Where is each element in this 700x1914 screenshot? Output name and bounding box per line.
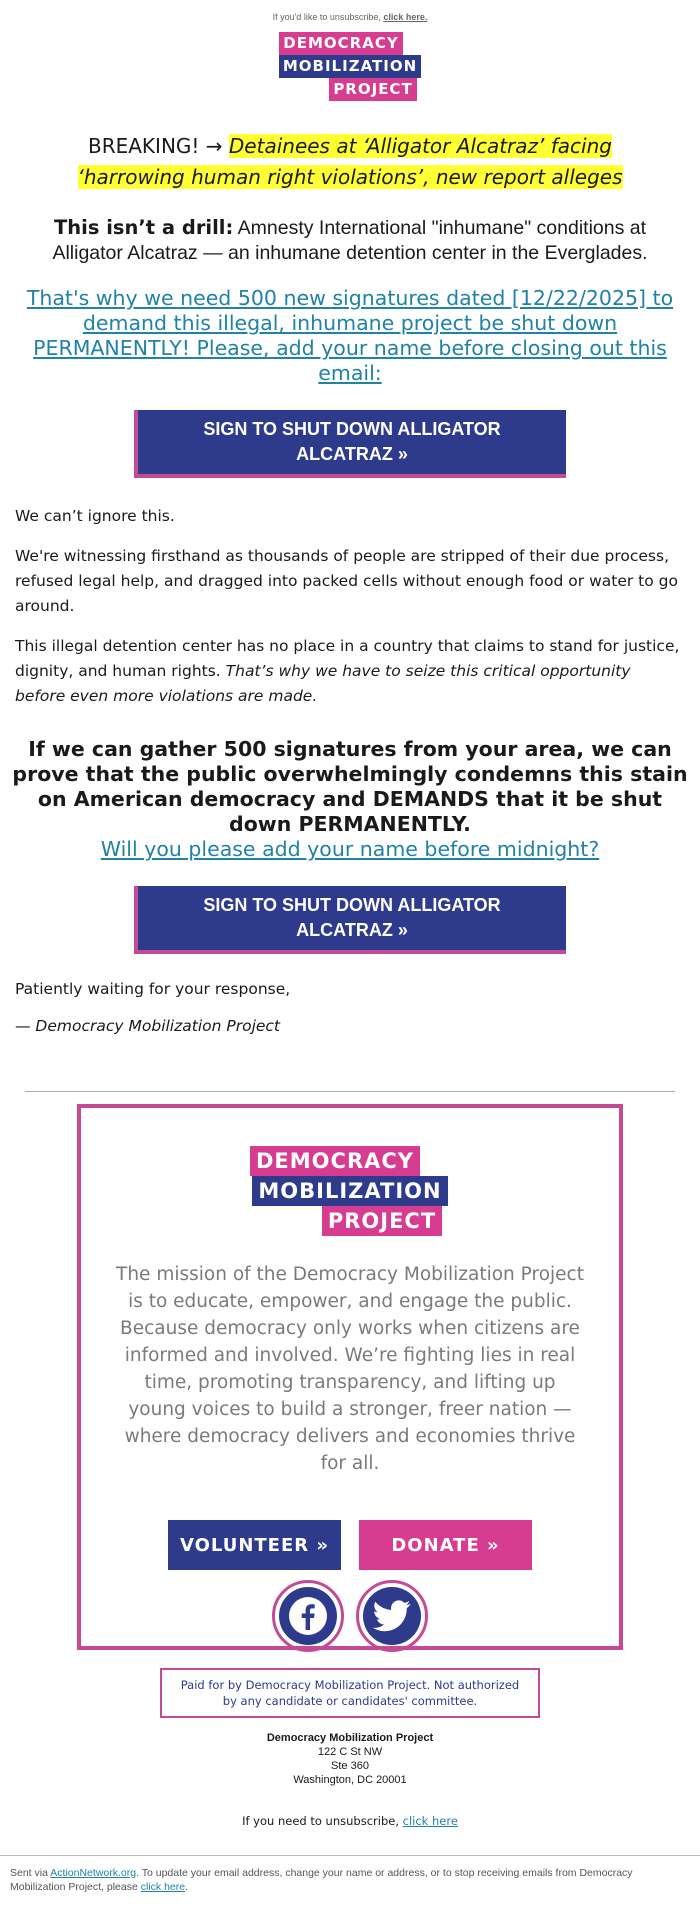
signoff-line: Patiently waiting for your response, xyxy=(15,980,291,998)
add-name-link[interactable]: Will you please add your name before midnight? xyxy=(100,837,600,861)
address-line-2: Ste 360 xyxy=(331,1760,369,1772)
top-unsubscribe-text: If you'd like to unsubscribe, xyxy=(272,12,381,22)
breaking-headline xyxy=(40,131,660,193)
logo-line-project: PROJECT xyxy=(329,78,416,101)
signature-appeal xyxy=(24,286,676,386)
paid-for-disclaimer: Paid for by Democracy Mobilization Project. Not authorized by any candidate or candidates' committee. xyxy=(160,1668,540,1718)
social-links xyxy=(81,1580,619,1652)
volunteer-button[interactable]: VOLUNTEER » xyxy=(168,1520,341,1570)
actionnetwork-link[interactable]: ActionNetwork.org xyxy=(50,1867,137,1879)
footer-buttons xyxy=(81,1520,619,1570)
footer-logo-mobilization: MOBILIZATION xyxy=(252,1176,447,1206)
breaking-highlight: Detainees at ‘Alligator Alcatraz’ facing ‘harrowing human right violations’, new report alleges xyxy=(77,134,623,189)
sign-petition-button-1[interactable]: SIGN TO SHUT DOWN ALLIGATOR ALCATRAZ » xyxy=(134,410,566,478)
an-prefix: Sent via xyxy=(10,1867,48,1879)
drill-paragraph xyxy=(28,215,672,266)
address-line-3: Washington, DC 20001 xyxy=(293,1774,407,1786)
logo-line-democracy: DEMOCRACY xyxy=(279,32,402,55)
footer-divider xyxy=(25,1091,675,1092)
body-paragraph-3-italic: That’s why we have to seize this critical opportunity before even more violations are made. xyxy=(15,662,631,705)
body-paragraph-3-plain: This illegal detention center has no place in a country that claims to stand for justice, dignity, and human rights. xyxy=(15,637,680,680)
footer-logo xyxy=(81,1146,619,1236)
twitter-link[interactable] xyxy=(356,1580,428,1652)
postal-address xyxy=(0,1731,700,1787)
signature-goal-text: If we can gather 500 signatures from your area, we can prove that the public overwhelmingly condemns this stain on American democracy and DEMANDS that it be shut down PERMANENTLY. xyxy=(12,737,688,836)
an-end: . xyxy=(185,1881,189,1893)
footer-logo-democracy: DEMOCRACY xyxy=(250,1146,420,1176)
signoff-signature: — Democracy Mobilization Project xyxy=(15,1017,281,1035)
footer-box xyxy=(77,1104,623,1650)
drill-text: Amnesty International "inhumane" conditions at Alligator Alcatraz — an inhumane detention center in the Everglades. xyxy=(52,217,648,264)
top-unsubscribe-link[interactable]: click here. xyxy=(383,12,428,22)
body-paragraph-3 xyxy=(15,634,685,709)
header-logo xyxy=(0,32,700,101)
drill-bold: This isn’t a drill: xyxy=(53,216,234,239)
donate-button[interactable]: DONATE » xyxy=(359,1520,532,1570)
facebook-link[interactable] xyxy=(272,1580,344,1652)
update-preferences-link[interactable]: click here xyxy=(140,1881,186,1893)
signature-goal xyxy=(12,737,688,862)
address-line-1: 122 C St NW xyxy=(317,1746,383,1758)
actionnetwork-footer xyxy=(0,1855,700,1894)
signature-appeal-link[interactable]: That's why we need 500 new signatures dated [12/22/2025] to demand this illegal, inhumane project be shut down PERMANENTLY! Please, add your name before closing out this email: xyxy=(26,286,674,385)
cta-wrap-1 xyxy=(0,410,700,478)
breaking-prefix: BREAKING! → xyxy=(88,134,223,158)
footer-unsubscribe xyxy=(0,1814,700,1828)
footer-unsubscribe-text: If you need to unsubscribe, xyxy=(242,1814,399,1828)
footer-logo-project: PROJECT xyxy=(322,1206,442,1236)
logo-line-mobilization: MOBILIZATION xyxy=(279,55,421,78)
body-paragraph-1: We can’t ignore this. xyxy=(15,507,175,525)
twitter-icon xyxy=(363,1587,421,1645)
footer-unsubscribe-link[interactable]: click here xyxy=(402,1814,458,1828)
cta-wrap-2 xyxy=(0,886,700,954)
an-middle: . To update your email address, change your name or address, or to stop receiving emails from Democracy Mobilization Project, please xyxy=(10,1867,633,1893)
sign-petition-button-2[interactable]: SIGN TO SHUT DOWN ALLIGATOR ALCATRAZ » xyxy=(134,886,566,954)
top-unsubscribe xyxy=(0,0,700,22)
body-paragraph-2: We're witnessing firsthand as thousands of people are stripped of their due process, refused legal help, and dragged into packed cells without enough food or water to go around. xyxy=(15,547,678,615)
facebook-icon xyxy=(279,1587,337,1645)
mission-statement: The mission of the Democracy Mobilization Project is to educate, empower, and engage the public. Because democracy only works when citizens are informed and involved. We’re fighting lies in real time, promoting transparency, and lifting up young voices to build a stronger, freer nation — where democracy delivers and economies thrive for all. xyxy=(116,1264,584,1474)
org-name: Democracy Mobilization Project xyxy=(266,1732,434,1744)
